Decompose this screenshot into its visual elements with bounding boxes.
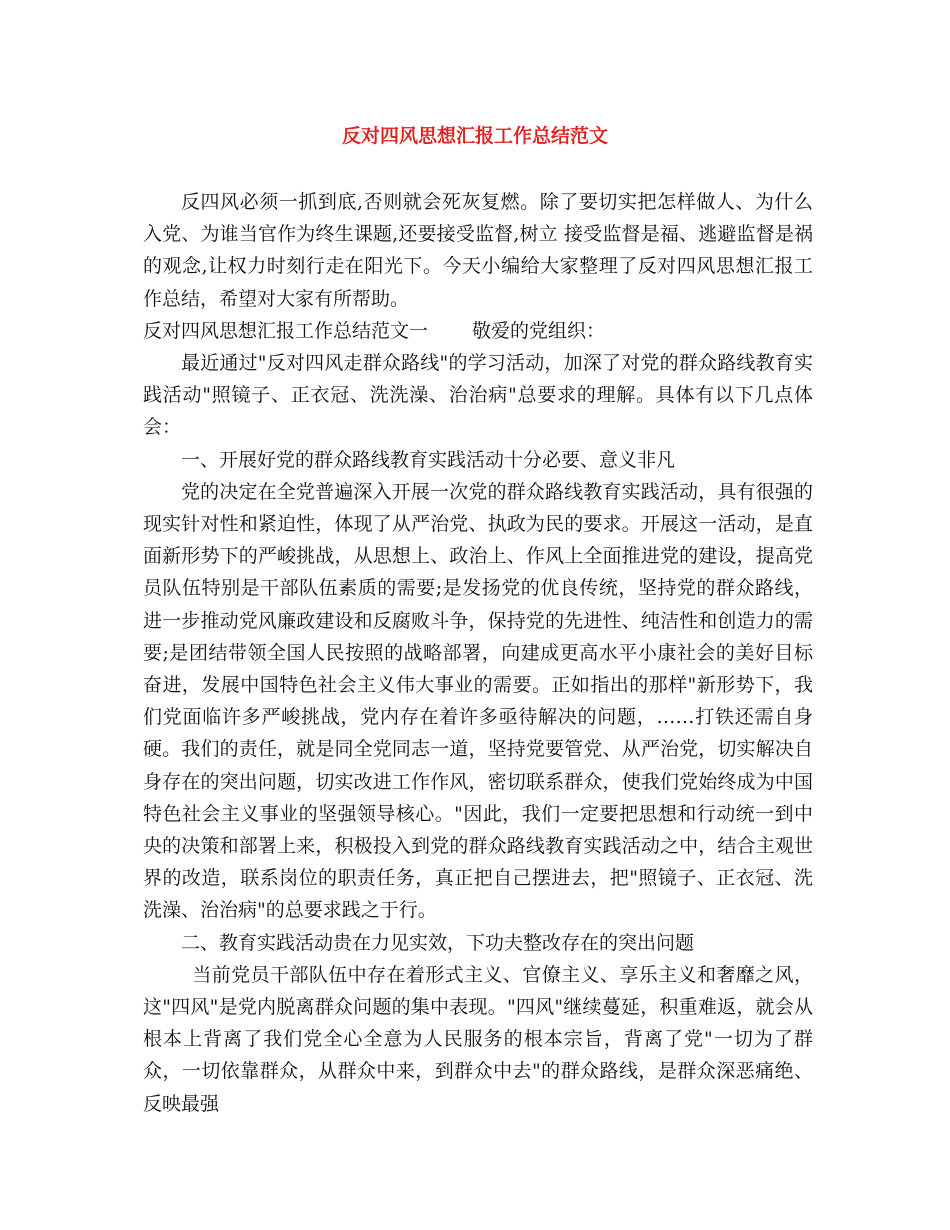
section-heading-two: 二、教育实践活动贵在力见实效，下功夫整改存在的突出问题	[181, 931, 695, 954]
section-heading-one: 一、开展好党的群众路线教育实践活动十分必要、意义非凡	[181, 448, 676, 471]
salutation: 敬爱的党组织：	[472, 319, 606, 342]
paragraph-heading-line	[143, 315, 813, 347]
paragraph-intro: 反四风必须一抓到底,否则就会死灰复燃。除了要切实把怎样做人、为什么入党、为谁当官作为终生课题,还要接受监督,树立 接受监督是福、逃避监督是祸 的观念,让权力时刻行走在阳光下。今天小编给大家整理了反对四风思想汇报工作总结，希望对大家有所帮助。	[143, 191, 813, 310]
paragraph-significance: 党的决定在全党普遍深入开展一次党的群众路线教育实践活动，具有很强的现实针对性和紧迫性，体现了从严治党、执政为民的要求。开展这一活动，是直面新形势下的严峻挑战，从思想上、政治上、作风上全面推进党的建设，提高党员队伍特别是干部队伍素质的需要;是发扬党的优良传统，坚持党的群众路线，进一步推动党风廉政建设和反腐败斗争，保持党的先进性、纯洁性和创造力的需要;是团结带领全国人民按照的战略部署，向建成更高水平小康社会的美好目标奋进，发展中国特色社会主义伟大事业的需要。正如指出的那样"新形势下，我们党面临许多严峻挑战，党内存在着许多亟待解决的问题，……打铁还需自身硬。我们的责任，就是同全党同志一道，坚持党要管党、从严治党，切实解决自身存在的突出问题，切实改进工作作风，密切联系群众，使我们党始终成为中国特色社会主义事业的坚强领导核心。"因此，我们一定要把思想和行动统一到中央的决策和部署上来，积极投入到党的群众路线教育实践活动之中，结合主观世界的改造，联系岗位的职责任务，真正把自己摆进去，把"照镜子、正衣冠、洗洗澡、治治病"的总要求践之于行。	[143, 480, 813, 922]
article-subtitle: 反对四风思想汇报工作总结范文一	[143, 319, 429, 342]
document-title: 反对四风思想汇报工作总结范文	[341, 125, 608, 147]
paragraph-study-activity: 最近通过"反对四风走群众路线"的学习活动，加深了对党的群众路线教育实践活动"照镜子、正衣冠、洗洗澡、治治病"总要求的理解。具体有以下几点体会：	[143, 352, 813, 439]
document-body	[143, 186, 813, 1120]
paragraph-four-styles: 当前党员干部队伍中存在着形式主义、官僚主义、享乐主义和奢靡之风，这"四风"是党内脱离群众问题的集中表现。"四风"继续蔓延，积重难返，就会从根本上背离了我们党全心全意为人民服务的根本宗旨，背离了党"一切为了群众，一切依靠群众，从群众中来，到群众中去"的群众路线，是群众深恶痛绝、反映最强	[143, 963, 813, 1115]
